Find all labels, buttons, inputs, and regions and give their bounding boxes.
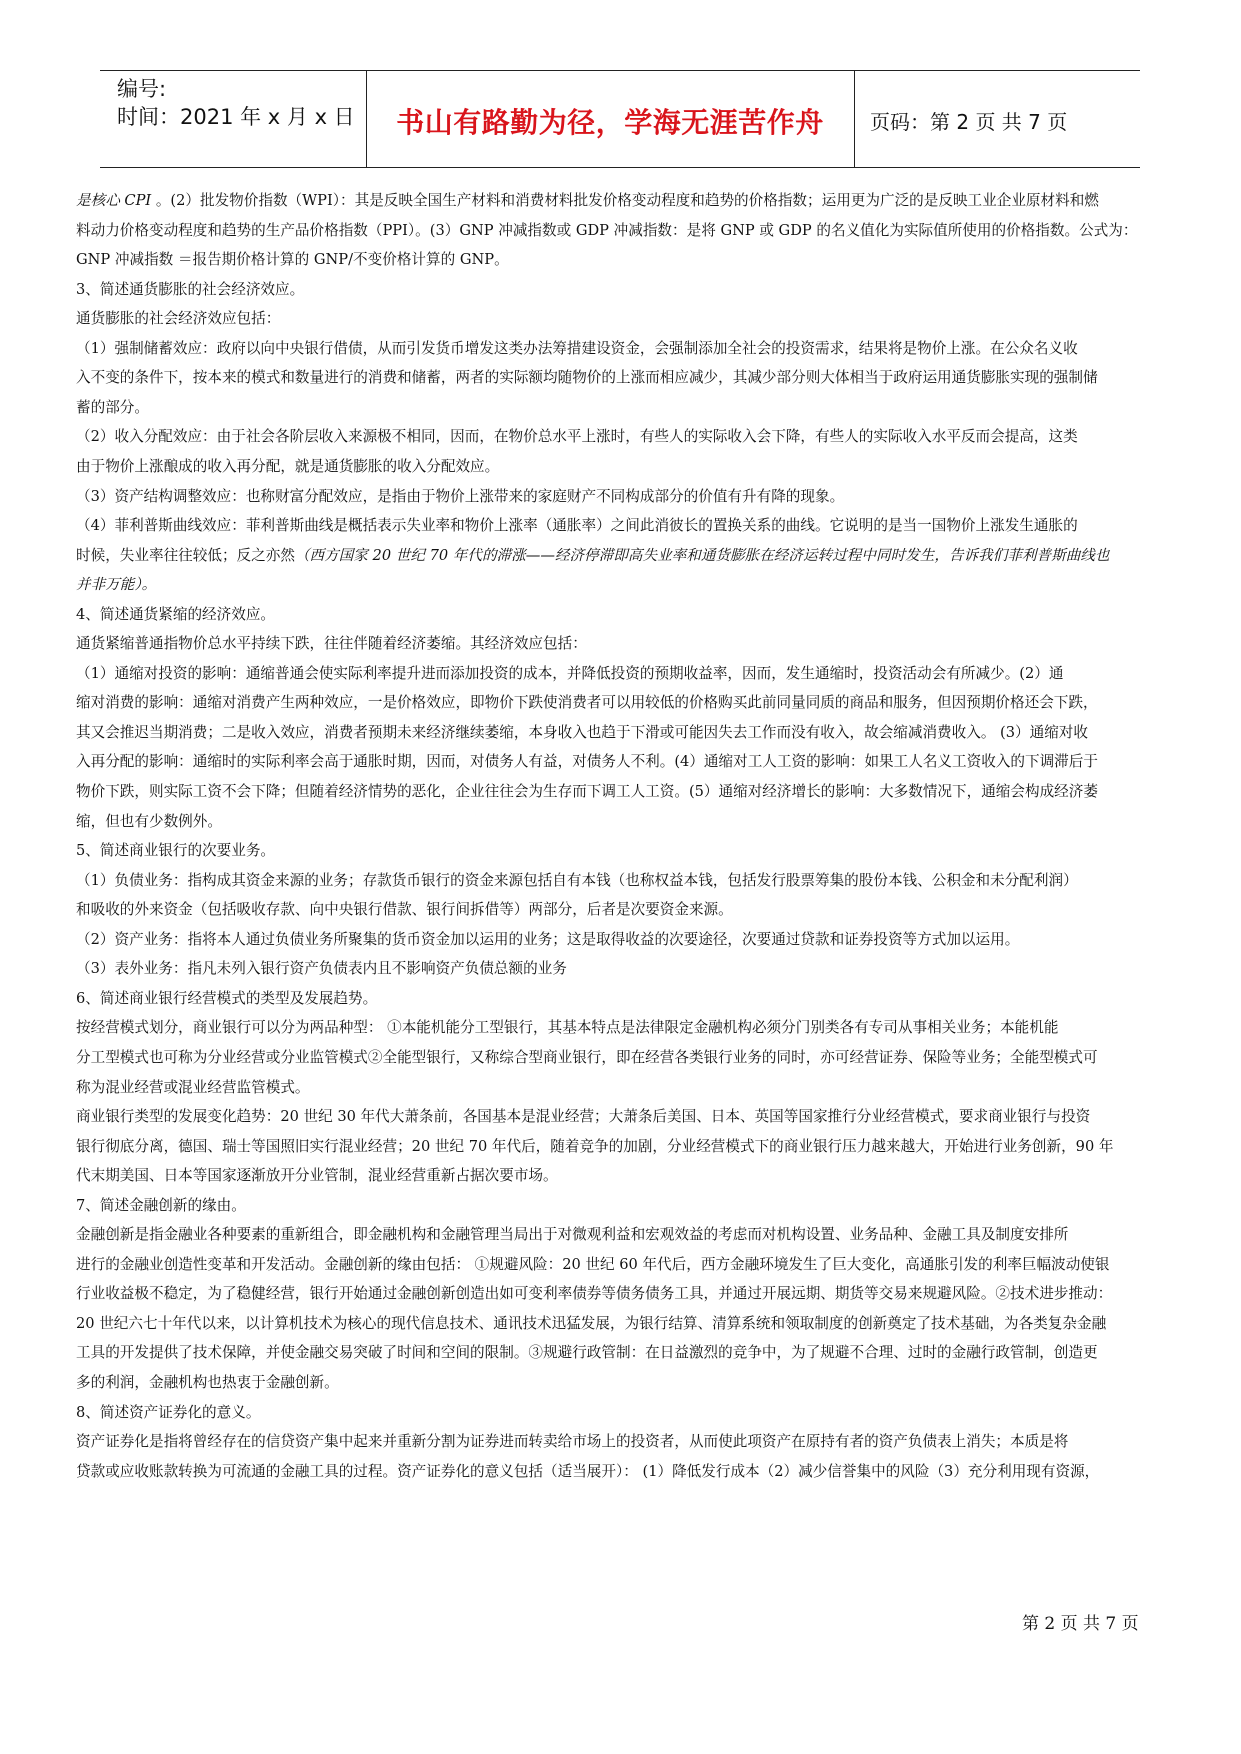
text-line (76, 895, 733, 925)
text-line (76, 1338, 1098, 1368)
text-run: 物价下跌，则实际工资不会下降；但随着经济情势的恶化，企业往往会为生存而下调工人工资。(5）通缩对经济增长的影响：大多数情况下，通缩会构成经济萎 (76, 783, 1098, 800)
text-run: 银行彻底分离，德国、瑞士等国照旧实行混业经营；20 世纪 70 年代后，随着竞争的加剧，分业经营模式下的商业银行压力越来越大，开始进行业务创新，90 年 (76, 1137, 1114, 1155)
text-run: （3）资产结构调整效应：也称财富分配效应，是指由于物价上涨带来的家庭财产不同构成部分的价值有升有降的现象。 (76, 487, 845, 505)
text-run: 多的利润，金融机构也热衷于金融创新。 (76, 1374, 339, 1391)
text-run: 7、简述金融创新的缘由。 (76, 1196, 246, 1214)
text-run: 时候，失业率往往较低；反之亦然 (76, 546, 295, 564)
text-line (76, 866, 1078, 896)
text-run: 缩对消费的影响：通缩对消费产生两种效应，一是价格效应，即物价下跌使消费者可以用较低的价格购买此前同量同质的商品和服务，但因预期价格还会下跌， (76, 694, 1098, 712)
text-line (76, 1220, 1068, 1250)
text-run: 料动力价格变动程度和趋势的生产品价格指数（PPI）。(3）GNP 冲减指数或 GDP 冲减指数：是将 GNP 或 GDP 的名义值化为实际值所使用的价格指数。公式为： (76, 221, 1138, 239)
text-line (76, 688, 1098, 718)
text-line (76, 511, 1078, 541)
text-line (76, 718, 1088, 748)
text-line (76, 659, 1063, 689)
text-run: （3）表外业务：指凡未列入银行资产负债表内且不影响资产负债总额的业务 (76, 960, 567, 978)
text-line (76, 984, 377, 1014)
text-run: 贷款或应收账款转换为可流通的金融工具的过程。资产证券化的意义包括（适当展开）： (1）降低发行成本（2）减少信誉集中的风险（3）充分利用现有资源， (76, 1462, 1100, 1480)
text-line (76, 1368, 339, 1398)
text-run: 通货紧缩普通指物价总水平持续下跌，往往伴随着经济萎缩。其经济效应包括： (76, 635, 587, 653)
text-line (76, 1043, 1098, 1073)
text-run: 5、简述商业银行的次要业务。 (76, 842, 276, 860)
text-line (76, 1309, 1106, 1339)
page-header (100, 70, 1140, 168)
text-line (76, 1102, 1090, 1132)
text-run: 代末期美国、日本等国家逐渐放开分业管制，混业经营重新占据次要市场。 (76, 1167, 558, 1185)
text-line (76, 393, 149, 423)
document-number-label: 编号: (117, 77, 167, 101)
text-run: 其又会推迟当期消费；二是收入效应，消费者预期未来经济继续萎缩，本身收入也趋于下滑或可能因失去工作而没有收入，故会缩减消费收入。 (3）通缩对收 (76, 723, 1088, 741)
text-line (76, 777, 1098, 807)
text-line (76, 836, 275, 866)
text-run: 工具的开发提供了技术保障，并使金融交易突破了时间和空间的限制。③规避行政管制：在日益激烈的竞争中，为了规避不合理、过时的金融行政管制，创造更 (76, 1344, 1098, 1362)
text-run: 。(2）批发物价指数（WPI）：其是反映全国生产材料和消费材料批发价格变动程度和趋势的价格指数；运用更为广泛的是反映工业企业原材料和燃 (155, 192, 1099, 209)
text-run: 是核心 CPI (76, 192, 156, 209)
text-line (76, 1161, 558, 1191)
text-run: 和吸收的外来资金（包括吸收存款、向中央银行借款、银行间拆借等）两部分，后者是次要资金来源。 (76, 901, 733, 919)
page-footer: 第 2 页 共 7 页 (1022, 1614, 1139, 1634)
text-run: （1）负债业务：指构成其资金来源的业务；存款货币银行的资金来源包括自有本钱（也称权益本钱，包括发行股票筹集的股份本钱、公积金和未分配利润） (76, 871, 1078, 889)
text-line (76, 422, 1078, 452)
header-motto-cell (366, 71, 855, 167)
text-line (76, 747, 1098, 777)
text-run: （4）菲利普斯曲线效应：菲利普斯曲线是概括表示失业率和物价上涨率（通胀率）之间此消彼长的置换关系的曲线。它说明的是当一国物价上涨发生通胀的 (76, 517, 1078, 535)
text-run: 并非万能）。 (76, 576, 157, 594)
text-run: 6、简述商业银行经营模式的类型及发展趋势。 (76, 989, 378, 1007)
text-line (76, 363, 1098, 393)
header-page-cell (856, 71, 1140, 167)
text-run: 20 世纪六七十年代以来，以计算机技术为核心的现代信息技术、通讯技术迅猛发展，为银行结算、清算系统和领取制度的创新奠定了技术基础，为各类复杂金融 (76, 1314, 1107, 1332)
text-line (76, 954, 567, 984)
text-line (76, 1013, 1058, 1043)
text-run: 蓄的部分。 (76, 398, 149, 416)
text-line (76, 186, 1099, 216)
text-line (76, 1457, 1099, 1487)
text-run: （1）通缩对投资的影响：通缩普通会使实际利率提升进而添加投资的成本，并降低投资的预期收益率，因而，发生通缩时，投资活动会有所减少。(2）通 (76, 664, 1064, 682)
text-run: 称为混业经营或混业经营监管模式。 (76, 1078, 310, 1096)
text-run: GNP 冲减指数 ＝报告期价格计算的 GNP/不变价格计算的 GNP。 (76, 251, 509, 269)
text-run: 分工型模式也可称为分业经营或分业监管模式②全能型银行，又称综合型商业银行，即在经营各类银行业务的同时，亦可经营证券、保险等业务；全能型模式可 (76, 1048, 1098, 1066)
text-line (76, 600, 275, 630)
text-run: （1）强制储蓄效应：政府以向中央银行借债，从而引发货币增发这类办法筹措建设资金，会强制添加全社会的投资需求，结果将是物价上涨。在公众名义收 (76, 339, 1078, 357)
text-line (76, 334, 1078, 364)
text-line (76, 452, 499, 482)
text-line (76, 629, 587, 659)
text-run: 进行的金融业创造性变革和开发活动。金融创新的缘由包括： ①规避风险：20 世纪 60 年代后，西方金融环境发生了巨大变化，高通胀引发的利率巨幅波动使银 (76, 1255, 1110, 1273)
text-run: 入再分配的影响：通缩时的实际利率会高于通胀时期，因而，对债务人有益，对债务人不利。(4）通缩对工人工资的影响：如果工人名义工资收入的下调滞后于 (76, 753, 1098, 771)
text-run: 由于物价上涨酿成的收入再分配，就是通货膨胀的收入分配效应。 (76, 457, 500, 475)
text-run: 8、简述资产证券化的意义。 (76, 1403, 261, 1421)
document-time-label: 时间：2021 年 x 月 x 日 (117, 105, 355, 129)
text-run: 商业银行类型的发展变化趋势：20 世纪 30 年代大萧条前，各国基本是混业经营；大萧条后美国、日本、英国等国家推行分业经营模式，要求商业银行与投资 (76, 1108, 1091, 1126)
text-line (76, 925, 1019, 955)
header-info-cell (100, 71, 367, 167)
text-line (76, 1191, 246, 1221)
text-run: 金融创新是指金融业各种要素的重新组合，即金融机构和金融管理当局出于对微观利益和宏观效益的考虑而对机构设置、业务品种、金融工具及制度安排所 (76, 1226, 1069, 1244)
text-run: 通货膨胀的社会经济效应包括： (76, 310, 281, 328)
text-line (76, 570, 156, 600)
text-run: （2）收入分配效应：由于社会各阶层收入来源极不相同，因而，在物价总水平上涨时，有些人的实际收入会下降，有些人的实际收入水平反而会提高，这类 (76, 428, 1078, 446)
text-line (76, 482, 844, 512)
text-run: （2）资产业务：指将本人通过负债业务所聚集的货币资金加以运用的业务；这是取得收益的次要途径，次要通过贷款和证券投资等方式加以运用。 (76, 930, 1020, 948)
text-line (76, 1427, 1068, 1457)
text-run: 行业收益极不稳定，为了稳健经营，银行开始通过金融创新创造出如可变利率债券等债务债务工具，并通过开展远期、期货等交易来规避风险。②技术进步推动： (76, 1285, 1113, 1303)
text-line (76, 245, 509, 275)
text-run: 资产证券化是指将曾经存在的信贷资产集中起来并重新分割为证券进而转卖给市场上的投资者，从而使此项资产在原持有者的资产负债表上消失；本质是将 (76, 1433, 1069, 1451)
text-line (76, 1279, 1112, 1309)
text-line (76, 1073, 310, 1103)
text-line (76, 216, 1137, 246)
text-line (76, 304, 280, 334)
text-line (76, 1132, 1113, 1162)
text-run: 入不变的条件下，按本来的模式和数量进行的消费和储蓄，两者的实际额均随物价的上涨而相应减少，其减少部分则大体相当于政府运用通货膨胀实现的强制储 (76, 369, 1098, 387)
page-code: 页码：第 2 页 共 7 页 (870, 110, 1068, 134)
text-run: 缩，但也有少数例外。 (76, 812, 222, 830)
text-run: 按经营模式划分，商业银行可以分为两品种型： ①本能机能分工型银行，其基本特点是法律限定金融机构必须分门别类各有专司从事相关业务；本能机能 (76, 1019, 1059, 1037)
text-run: 4、简述通货紧缩的经济效应。 (76, 605, 276, 623)
text-line (76, 275, 304, 305)
text-line (76, 541, 1110, 571)
text-run: 3、简述通货膨胀的社会经济效应。 (76, 280, 305, 298)
motto-text: 书山有路勤为径，学海无涯苦作舟 (396, 106, 824, 139)
text-line (76, 1250, 1109, 1280)
text-line (76, 1398, 260, 1428)
text-line (76, 807, 222, 837)
text-run: （西方国家 20 世纪 70 年代的滞涨——经济停滞即高失业率和通货膨胀在经济运转过程中同时发生，告诉我们菲利普斯曲线也 (294, 546, 1110, 564)
